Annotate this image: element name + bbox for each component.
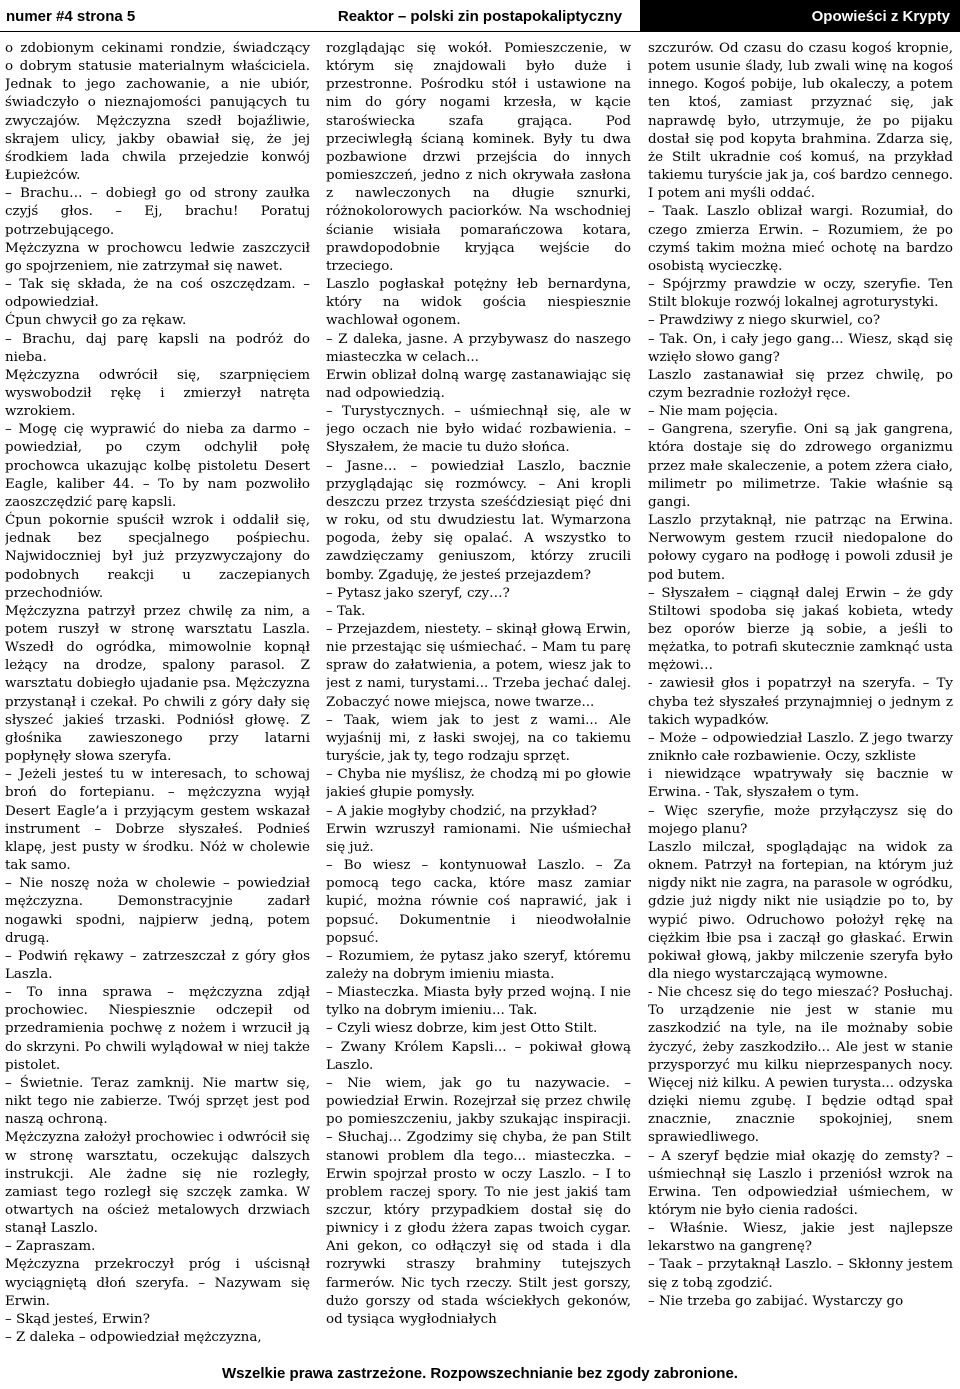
paragraph: – Może – odpowiedział Laszlo. Z jego twarzy zniknło całe rozbawienie. Oczy, szkliste (648, 730, 953, 765)
paragraph: – Gangrena, szeryfie. Oni są jak gangrena, która dostaje się do zdrowego organizmu przez małe skaleczenie, a potem zżera ciało, milimetr po milimetrze. Takie właśnie są gangi. (648, 422, 953, 510)
paragraph: – A jakie mogłyby chodzić, na przykład? (326, 803, 597, 819)
paragraph: – Brachu… – dobiegł go od strony zaułka czyjś głos. – Ej, brachu! Poratuj potrzebującego. (5, 186, 310, 238)
paragraph: – Turystycznych. – uśmiechnął się, ale w jego oczach nie było widać rozbawienia. – Słyszałem, że macie tu dużo słońca. (326, 404, 631, 456)
paragraph: – Spójrzmy prawdzie w oczy, szeryfie. Ten Stilt blokuje rozwój lokalnej agroturystyki. (648, 277, 953, 311)
paragraph: – Taak. Laszlo oblizał wargi. Rozumiał, do czego zmierza Erwin. – Rozumiem, że po czymś takim można mieć ochotę na bardzo osobistą wycieczkę. (648, 204, 953, 274)
issue-page-number: numer #4 strona 5 (6, 8, 136, 25)
paragraph: – Nie mam pojęcia. (648, 404, 778, 420)
paragraph: – Przejazdem, niestety. – skinął głową Erwin, nie przestając się uśmiechać. – Mam tu parę spraw do załatwienia, a potem, wiesz jak to jest z nami, turystami... Trzeba jechać dalej. Zobaczyć nowe miejsca, nowe twarze... (326, 622, 631, 710)
paragraph: – Zapraszam. (5, 1239, 96, 1255)
page-header (0, 0, 960, 32)
paragraph: – Tak. (326, 603, 366, 619)
paragraph: Ćpun chwycił go za rękaw. (5, 313, 187, 329)
paragraph: Erwin wzruszył ramionami. Nie uśmiechał się już. (326, 821, 631, 855)
paragraph: – Skąd jesteś, Erwin? (5, 1311, 150, 1327)
paragraph: – Z daleka, jasne. A przybywasz do naszego miasteczka w celach... (326, 331, 631, 365)
paragraph: – To inna sprawa – mężczyzna zdjął prochowiec. Niespiesznie odczepił od przedramienia pochwę z nożem i wrzucił ją do skrzyni. Po chwili wylądował w niej także pistolet. (5, 985, 310, 1073)
paragraph: – Miasteczka. Miasta były przed wojną. I nie tylko na dobrym imieniu... Tak. (326, 985, 631, 1019)
paragraph: o zdobionym cekinami rondzie, świadczący o dobrym statusie materialnym właściciela. Jednak to jego zachowanie, a nie ubiór, świadczyło o nieznajomości panujących tu zwyczajów. Mężczyzna szedł bojaźliwie, skrajem ulicy, jakby obawiał się, że jej środkiem lada chwila przejedzie konwój Łupieżców. (5, 41, 310, 184)
paragraph: – Taak, wiem jak to jest z wami... Ale wyjaśnij mi, z łaski swojej, na co takiemu turyście, jak ty, tego rodzaju sprzęt. (326, 712, 631, 765)
paragraph: – Nie trzeba go zabijać. Wystarczy go (648, 1293, 904, 1309)
paragraph: – Podwiń rękawy – zatrzeszczał z góry głos Laszla. (5, 948, 310, 982)
paragraph: - Nie chcesz się do tego mieszać? Posłuchaj. To urządzenie nie jest w stanie mu zaszkodzić na tyle, na ile możnaby sobie życzyć, żeby zaszkodziło... Ale jest w stanie przysporzyć mu kilku nieprzespanych nocy. Więcej niż kilku. A pewien turysta... odzyska dzięki niemu zgubę. I będzie odtąd spał znacznie, znacznie spokojniej, snem sprawiedliwego. (648, 985, 953, 1146)
text-column-2 (326, 40, 631, 1358)
paragraph: Laszlo przytaknął, nie patrząc na Erwina. Nerwowym gestem rzucił niedopalone do połowy cygaro na podłogę i powoli zdusił je pod butem. (648, 513, 953, 583)
paragraph: Laszlo zastanawiał się przez chwilę, po czym bezradnie rozłożył ręce. (648, 367, 953, 401)
paragraph: – Bo wiesz – kontynuował Laszlo. – Za pomocą tego cacka, które masz zamiar kupić, można równie coś naprawić, jak i popsuć. Dokumentnie i nieodwołalnie popsuć. (326, 858, 631, 946)
paragraph: Mężczyzna patrzył przez chwilę za nim, a potem ruszył w stronę warsztatu Laszla. Wszedł do ogródka, mimowolnie kopnął leżący na drodze, spalony parasol. Z warsztatu dobiegło ujadanie psa. Mężczyzna przystanął i czekał. Po chwili z góry dały się słyszeć jakieś trzaski. Podniósł głowę. Z głośnika zawieszonego przy latarni popłynęły słowa szeryfa. (5, 603, 310, 765)
paragraph: – Brachu, daj parę kapsli na podróż do nieba. (5, 331, 310, 365)
paragraph: Erwin oblizał dolną wargę zastanawiając się nad odpowiedzią. (326, 367, 631, 401)
paragraph: – Słyszałem – ciągnął dalej Erwin – że gdy Stiltowi spodoba się jakaś kobieta, wtedy bez oporów bierze ją sobie, a jeśli to mężatka, to potrafi skutecznie zamknąć usta mężowi… (648, 585, 953, 674)
header-divider (0, 31, 960, 32)
paragraph: – Jeżeli jesteś tu w interesach, to schowaj broń do fortepianu. – mężczyzna wyjął Desert Eagle’a i przyjącym gestem wskazał instrument – Dobrze słyszałeś. Podnieś klapę, jest pusty w środku. Nóż w cholewie tak samo. (5, 767, 310, 874)
paragraph: – Świetnie. Teraz zamknij. Nie martw się, nikt tego nie zabierze. Twój sprzęt jest pod naszą ochroną. (5, 1075, 310, 1128)
paragraph: Laszlo pogłaskał potężny łeb bernardyna, który na widok gościa niespiesznie wachlował ogonem. (326, 277, 631, 329)
paragraph: Mężczyzna przekroczył próg i uścisnął wyciągniętą dłoń szeryfa. – Nazywam się Erwin. (5, 1257, 310, 1309)
paragraph: – Taak – przytaknął Laszlo. – Skłonny jestem się z tobą zgodzić. (648, 1257, 953, 1291)
paragraph: – Rozumiem, że pytasz jako szeryf, któremu zależy na dobrym imieniu miasta. (326, 948, 631, 982)
text-column-3 (648, 40, 953, 1358)
paragraph: – Zwany Królem Kapsli... – pokiwał głową Laszlo. (326, 1039, 631, 1073)
paragraph: – Więc szeryfie, może przyłączysz się do mojego planu? (648, 803, 953, 837)
paragraph: – Nie noszę noża w cholewie – powiedział mężczyzna. Demonstracyjnie zadarł nogawki spodni, najpierw jedną, potem drugą. (5, 876, 310, 946)
paragraph: – A szeryf będzie miał okazję do zemsty? – uśmiechnął się Laszlo i przeniósł wzrok na Erwina. Ten odpowiedział uśmiechem, w którym nie było cienia radości. (648, 1148, 953, 1218)
article-body (5, 40, 959, 1358)
zine-title: Reaktor – polski zin postapokaliptyczny (337, 8, 623, 25)
paragraph: – Jasne… – powiedział Laszlo, bacznie przyglądając się rozmówcy. – Ani kropli deszczu przez trzysta sześćdziesiąt pięć dni w roku, od stu dwudziestu lat. Wymarzona pogoda, żeby się opalać. A wszystko to zawdzięczamy geniuszom, którzy zrucili bomby. Zgaduję, że jesteś przejazdem? (326, 458, 631, 583)
paragraph: Laszlo milczał, spoglądając na widok za oknem. Patrzył na fortepian, na którym już nigdy nikt nie zagra, na parasole w ogródku, gdzie już nigdy nikt nie usiądzie po to, by wypić piwo. Odruchowo położył rękę na ciężkim łbie psa i zaczął go głaskać. Erwin pokiwał głową, jakby milczenie szeryfa było dla niego wystarczającą wymowne. (648, 839, 953, 982)
copyright-footer: Wszelkie prawa zastrzeżone. Rozpowszechnianie bez zgody zabronione. (222, 1365, 738, 1382)
paragraph: – Prawdziwy z niego skurwiel, co? (648, 313, 881, 329)
section-title: Opowieści z Krypty (640, 0, 960, 31)
paragraph: i niewidzące wpatrywały się bacznie w Erwina. - Tak, słyszałem o tym. (648, 767, 953, 801)
paragraph: Mężczyzna odwrócił się, szarpnięciem wyswobodził rękę i zmierzył natręta wzrokiem. (5, 367, 310, 420)
paragraph: – Nie wiem, jak go tu nazywacie. – powiedział Erwin. Rozejrzał się przez chwilę po pomieszczeniu, jakby szukając inspiracji. – Słuchaj… Zgodzimy się chyba, że pan Stilt stanowi problem dla tego... miasteczka. – Erwin spojrzał prosto w oczy Laszlo. – I to problem raczej spory. To nie jest jakiś tam szczur, który przypadkiem dostał się do piwnicy i z głodu żżera zapas twoich cygar. Ani gekon, co odłączył się od stada i dla rozrywki straszy brahminy tutejszych farmerów. Nic tych rzeczy. Stilt jest gorszy, dużo gorszy od stada wściekłych gekonów, od tysiąca wygłodniałych (326, 1075, 631, 1327)
text-column-1 (5, 40, 310, 1358)
paragraph: – Tak. On, i cały jego gang... Wiesz, skąd się wzięło słowo gang? (648, 331, 953, 365)
paragraph: – Chyba nie myślisz, że chodzą mi po głowie jakieś głupie pomysły. (326, 767, 631, 801)
paragraph: – Tak się składa, że na coś oszczędzam. – odpowiedział. (5, 277, 310, 311)
paragraph: szczurów. Od czasu do czasu kogoś kropnie, potem usunie ślady, lub zwali winę na kogoś innego. Kogoś pobije, lub okaleczy, a potem ten ktoś, zamiast przyznać się, jak naprawdę było, utrzymuje, że po pijaku dostał się pod kopyta brahmina. Zdarza się, że Stilt ukradnie coś komuś, na przykład takiemu turyście jak ja, coś bardzo cennego. I potem ani myśli oddać. (648, 41, 953, 202)
paragraph: – Z daleka – odpowiedział mężczyzna, (5, 1330, 262, 1346)
paragraph: - zawiesił głos i popatrzył na szeryfa. – Ty chyba też słyszałeś przynajmniej o jednym z takich wypadków. (648, 676, 953, 728)
paragraph: Mężczyzna założył prochowiec i odwrócił się w stronę warsztatu, oczekując dalszych instrukcji. Ale żadne się nie rozległy, zamiast tego rozległ się szczęk zamka. W otwartych na oścież metalowych drzwiach stanął Laszlo. (5, 1130, 310, 1237)
paragraph: Ćpun pokornie spuścił wzrok i oddalił się, jednak bez specjalnego pośpiechu. Najwidoczniej był już przyzwyczajony do podobnych reakcji u zaczepianych przechodniów. (5, 513, 310, 601)
paragraph: Mężczyzna w prochowcu ledwie zaszczycił go spojrzeniem, nie zatrzymał się nawet. (5, 240, 310, 274)
paragraph: – Czyli wiesz dobrze, kim jest Otto Stilt. (326, 1021, 598, 1037)
paragraph: rozglądając się wokół. Pomieszczenie, w którym się znajdowali było duże i przestronne. Pośrodku stół i ustawione na nim do góry nogami krzesła, w kącie staroświecka szafa grająca. Pod przeciwległą ścianą kominek. Były tu dwa pozbawione drzwi przejścia do innych pomieszczeń, jedno z nich okrywała zasłona z nawleczonych na długie sznurki, różnokolorowych paciorków. Na wschodniej ścianie wisiała pomarańczowa kotara, prawdopodobnie kryjąca wejście do trzeciego. (326, 41, 631, 274)
paragraph: – Właśnie. Wiesz, jakie jest najlepsze lekarstwo na gangrenę? (648, 1221, 953, 1255)
paragraph: – Mogę cię wyprawić do nieba za darmo – powiedział, po czym odchylił połę prochowca ukazując kolbę pistoletu Desert Eagle, kaliber 44. – To by nam pozwoliło zaoszczędzić parę kapsli. (5, 422, 310, 510)
paragraph: – Pytasz jako szeryf, czy…? (326, 585, 510, 601)
